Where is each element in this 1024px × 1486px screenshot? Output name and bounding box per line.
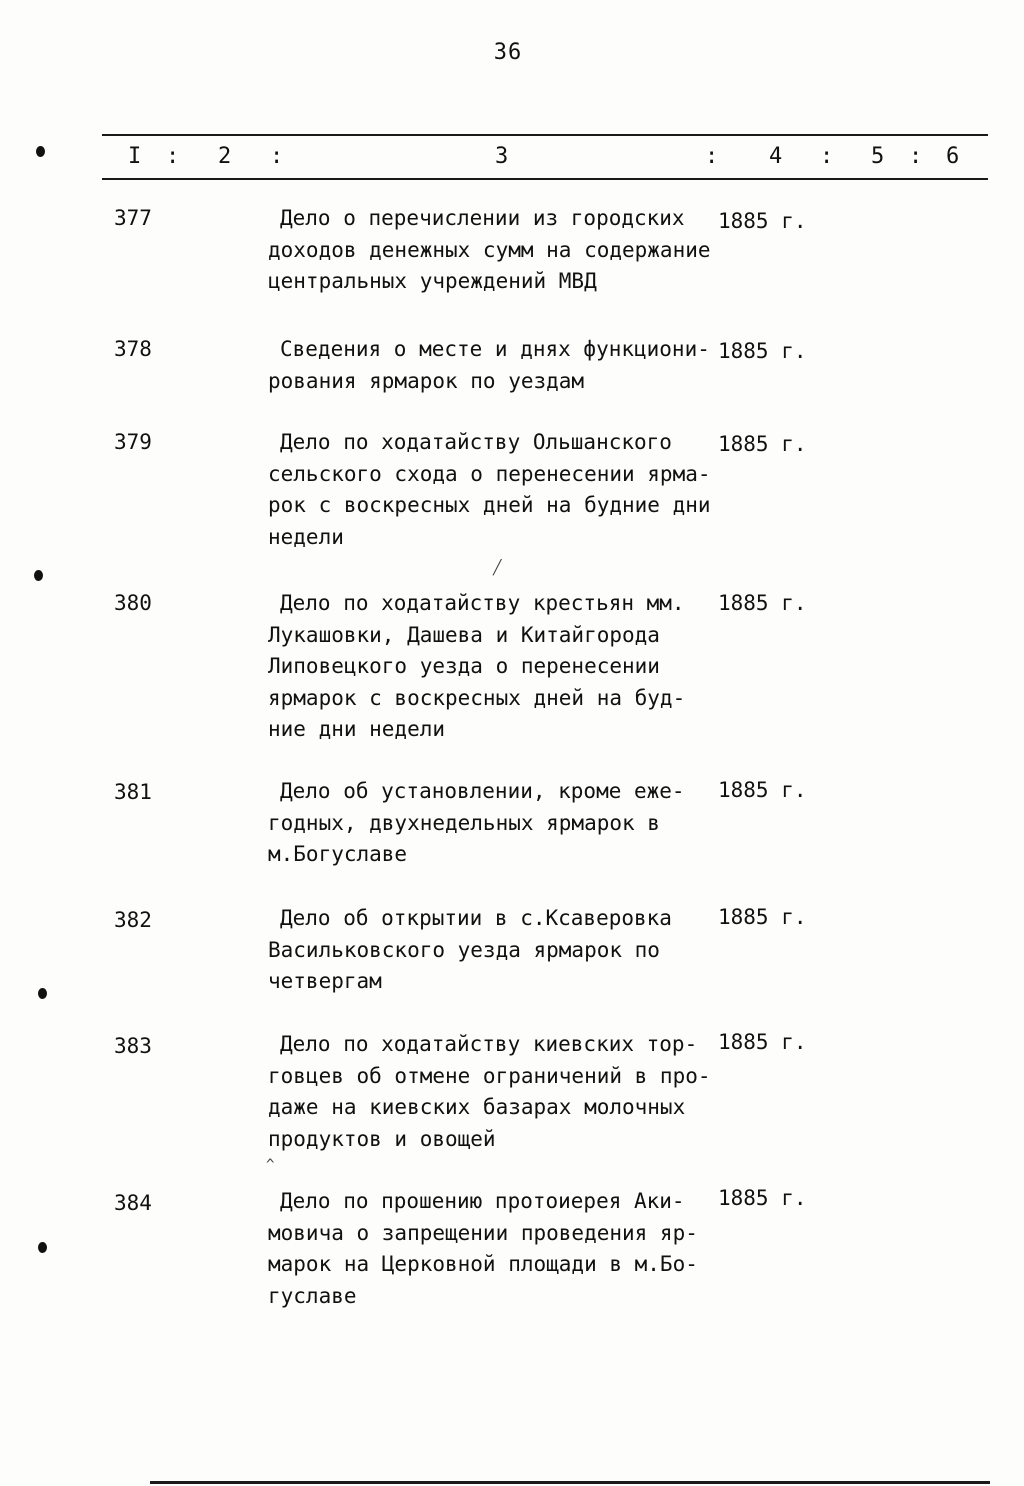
entry-year: 1885 г. [718, 591, 807, 615]
entry-year: 1885 г. [718, 209, 807, 233]
entry-line: центральных учреждений МВД [268, 269, 597, 293]
punch-hole-mark [34, 570, 43, 581]
entry-line: Дело по ходатайству Ольшанского [280, 430, 672, 454]
entry-line: Лукашовки, Дашева и Китайгорода [268, 622, 660, 647]
entry-line: марок на Церковной площади в м.Бо- [268, 1252, 698, 1276]
entry-line: сельского схода о перенесении ярма- [268, 461, 711, 486]
entry-line: ние дни недели [268, 717, 446, 741]
entry-number: 382 [114, 908, 152, 932]
column-separator: : [166, 144, 180, 169]
column-separator: : [909, 144, 923, 169]
entry-line: гуславе [268, 1283, 357, 1308]
punch-hole-mark [36, 146, 45, 157]
entry-line: рования ярмарок по уездам [268, 368, 585, 393]
entry-year: 1885 г. [718, 778, 807, 802]
entry-line: четвергам [268, 969, 382, 993]
column-header-6: 6 [946, 144, 960, 169]
entry-year: 1885 г. [718, 339, 807, 363]
page-number: 36 [493, 40, 523, 65]
entry-number: 384 [114, 1191, 152, 1215]
entry-line: Дело по прошению протоиерея Аки- [280, 1189, 685, 1213]
page-bottom-rule [150, 1481, 990, 1484]
entry-number: 377 [114, 206, 152, 230]
entry-line: м.Богуславе [268, 842, 408, 866]
entry-line: Дело по ходатайству крестьян мм. [280, 591, 685, 615]
entry-description [268, 427, 718, 553]
entry-year: 1885 г. [718, 432, 807, 456]
column-header-3: 3 [495, 144, 509, 169]
column-header-5: 5 [871, 144, 885, 169]
entry-number: 380 [114, 591, 152, 615]
entry-description [268, 203, 718, 298]
punch-hole-mark [38, 1242, 47, 1253]
entry-description [268, 334, 718, 397]
entry-number: 378 [114, 337, 152, 361]
entry-line: ярмарок с воскресных дней на буд- [268, 685, 686, 710]
entry-number: 383 [114, 1034, 152, 1058]
entry-line: Сведения о месте и днях функциони- [280, 337, 710, 361]
column-separator: : [270, 144, 284, 169]
entry-line: недели [268, 524, 344, 549]
entry-line: Дело об открытии в с.Ксаверовка [280, 906, 672, 930]
stray-mark: ╱ [493, 560, 502, 576]
stray-mark: ^ [266, 1157, 275, 1173]
entry-number: 381 [114, 780, 152, 804]
entry-description [268, 1029, 718, 1155]
entry-line: доходов денежных сумм на содержание [268, 237, 711, 262]
entry-line: рок с воскресных дней на будние дни [268, 493, 711, 517]
entry-year: 1885 г. [718, 1030, 807, 1054]
entry-line: Липовецкого уезда о перенесении [268, 654, 660, 678]
entry-line: Дело о перечислении из городских [280, 206, 685, 230]
entry-year: 1885 г. [718, 1186, 807, 1210]
entry-line: Дело по ходатайству киевских тор- [280, 1032, 698, 1056]
entry-year: 1885 г. [718, 905, 807, 929]
header-top-rule [102, 134, 988, 136]
entry-description [268, 1186, 718, 1312]
column-header-1: I [128, 144, 142, 169]
entry-line: мовича о запрещении проведения яр- [268, 1220, 698, 1245]
column-header-2: 2 [218, 144, 232, 169]
punch-hole-mark [38, 988, 47, 999]
entry-number: 379 [114, 430, 152, 454]
entry-description [268, 776, 718, 871]
entry-line: говцев об отмене ограничений в про- [268, 1063, 711, 1088]
entry-description [268, 903, 718, 998]
header-bottom-rule [102, 178, 988, 180]
entry-line: Васильковского уезда ярмарок по [268, 937, 660, 962]
entry-line: продуктов и овощей [268, 1126, 496, 1151]
column-header-4: 4 [769, 144, 783, 169]
column-separator: : [820, 144, 834, 169]
column-separator: : [705, 144, 719, 169]
entry-description [268, 588, 718, 746]
entry-line: годных, двухнедельных ярмарок в [268, 810, 660, 835]
entry-line: Дело об установлении, кроме еже- [280, 779, 685, 803]
entry-line: даже на киевских базарах молочных [268, 1095, 686, 1119]
